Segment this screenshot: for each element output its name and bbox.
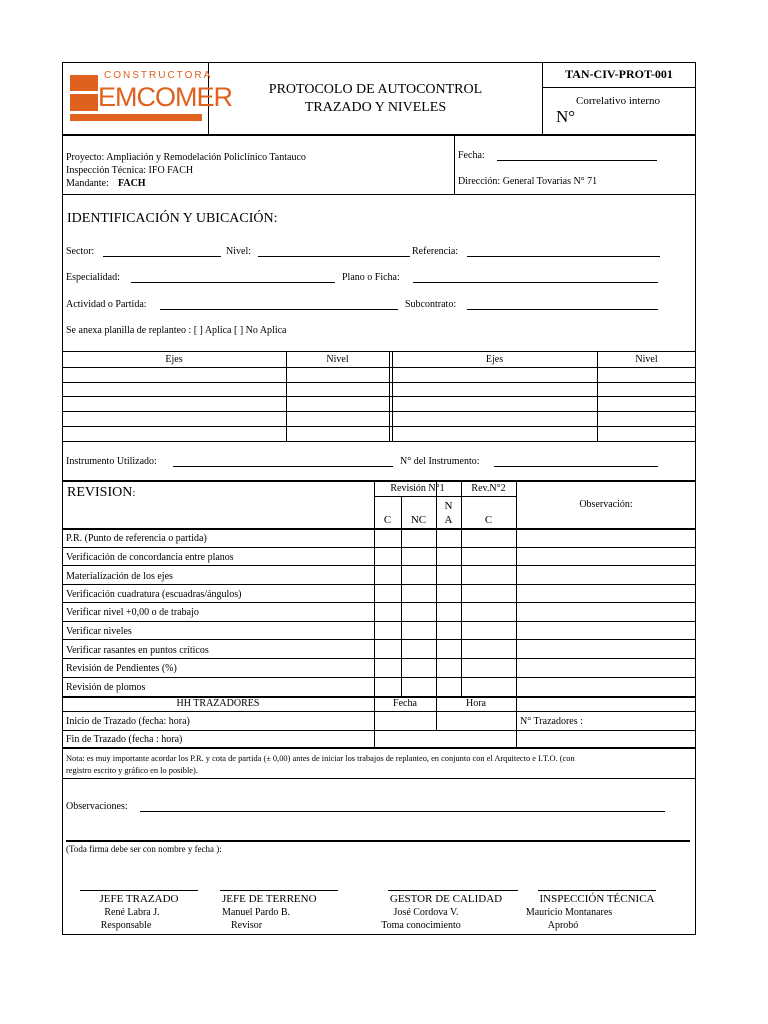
revision-row-line bbox=[62, 621, 696, 622]
signature-role: JEFE TRAZADO bbox=[99, 893, 179, 905]
instrumento-field[interactable] bbox=[173, 466, 393, 467]
signature-tag: Toma conocimiento bbox=[381, 920, 461, 931]
revision-row-line bbox=[62, 677, 696, 678]
logo-top-text: CONSTRUCTORA bbox=[104, 70, 213, 81]
actividad-label: Actividad o Partida: bbox=[66, 299, 147, 310]
subcontrato-field[interactable] bbox=[467, 309, 658, 310]
mandante-value: FACH bbox=[118, 178, 146, 189]
revision-row-line bbox=[62, 584, 696, 585]
company-logo bbox=[70, 70, 232, 124]
nota-bottom-rule bbox=[62, 778, 696, 779]
revision-item: Verificar niveles bbox=[66, 626, 132, 637]
signature-line[interactable] bbox=[80, 890, 198, 891]
ejes-table-center-line bbox=[389, 351, 390, 441]
sector-field[interactable] bbox=[103, 256, 221, 257]
ejes-table-row-line bbox=[62, 426, 696, 427]
observaciones-field[interactable] bbox=[140, 811, 665, 812]
rev2-header: Rev.N°2 bbox=[471, 483, 506, 494]
nivel-label: Nivel: bbox=[226, 246, 251, 257]
code-rule bbox=[542, 87, 696, 88]
nivel-header-left: Nivel bbox=[326, 354, 349, 365]
correlativo-label: Correlativo interno bbox=[576, 95, 661, 107]
signature-tag: Responsable bbox=[100, 920, 152, 931]
revision-title-colon: : bbox=[132, 487, 136, 499]
n-instrumento-label: N° del Instrumento: bbox=[400, 456, 480, 467]
revision-col-line bbox=[461, 480, 462, 697]
signature-name: José Cordova V. bbox=[393, 907, 459, 918]
observacion-header: Observación: bbox=[579, 499, 633, 510]
hh-hora-header: Hora bbox=[466, 698, 486, 709]
ejes-table-row-line bbox=[62, 367, 696, 368]
revision-item: Verificar nivel +0,00 o de trabajo bbox=[66, 607, 199, 618]
mandante-label: Mandante: bbox=[66, 178, 109, 189]
signature-tag: Revisor bbox=[231, 920, 263, 931]
signature-line[interactable] bbox=[220, 890, 338, 891]
signature-role: GESTOR DE CALIDAD bbox=[389, 893, 503, 905]
signature-role: INSPECCIÓN TÉCNICA bbox=[539, 893, 655, 905]
hh-fecha-header: Fecha bbox=[393, 698, 417, 709]
revision-title bbox=[67, 485, 135, 501]
sector-label: Sector: bbox=[66, 246, 95, 257]
signature-name: René Labra J. bbox=[104, 907, 160, 918]
ejes-header-right: Ejes bbox=[485, 354, 504, 365]
hh-trazadores-header: HH TRAZADORES bbox=[176, 698, 260, 709]
hh-row-line bbox=[62, 711, 696, 712]
ejes-table-row-line bbox=[62, 411, 696, 412]
fecha-field[interactable] bbox=[497, 160, 657, 161]
subcontrato-label: Subcontrato: bbox=[405, 299, 457, 310]
revision-row-line bbox=[62, 602, 696, 603]
col-c-header: C bbox=[383, 514, 392, 526]
revision-item: Materialización de los ejes bbox=[66, 571, 173, 582]
revision-row-line bbox=[62, 658, 696, 659]
fin-trazado-label: Fin de Trazado (fecha : hora) bbox=[66, 734, 183, 745]
document-title-line2: TRAZADO Y NIVELES bbox=[304, 100, 447, 115]
instrumento-label: Instrumento Utilizado: bbox=[66, 456, 157, 467]
actividad-field[interactable] bbox=[160, 309, 398, 310]
numero-label: N° bbox=[556, 107, 576, 126]
revision-row-line bbox=[62, 565, 696, 566]
revision-title-text: REVISION bbox=[67, 485, 133, 500]
revision-col-line bbox=[516, 480, 517, 747]
revision-item: Verificar rasantes en puntos críticos bbox=[66, 645, 209, 656]
logo-underline-bar bbox=[70, 114, 202, 121]
document-title-line1: PROTOCOLO DE AUTOCONTROL bbox=[268, 82, 483, 97]
revision-row-line bbox=[62, 639, 696, 640]
nota-line2: registro escrito y gráfico en lo posible). bbox=[66, 766, 198, 775]
revision-item: Revisión de Pendientes (%) bbox=[66, 663, 177, 674]
revision-col-line bbox=[401, 496, 402, 697]
identificacion-title: IDENTIFICACIÓN Y UBICACIÓN: bbox=[67, 211, 278, 226]
n-trazadores-label: N° Trazadores : bbox=[520, 716, 583, 727]
observaciones-label: Observaciones: bbox=[66, 801, 128, 812]
rev1-header: Revisión N°1 bbox=[390, 483, 445, 494]
referencia-label: Referencia: bbox=[412, 246, 459, 257]
revision-item: Revisión de plomos bbox=[66, 682, 146, 693]
logo-name-text: EMCOMER bbox=[98, 82, 232, 112]
revision-item: Verificación cuadratura (escuadras/ángulos) bbox=[66, 589, 242, 600]
header-bottom-rule bbox=[62, 134, 696, 136]
col-n-header: N bbox=[444, 500, 453, 512]
anexa-planilla-text: Se anexa planilla de replanteo : [ ] Aplica [ ] No Aplica bbox=[66, 325, 287, 336]
revision-header-bottom bbox=[62, 528, 696, 530]
plano-label: Plano o Ficha: bbox=[342, 272, 400, 283]
signature-role: JEFE DE TERRENO bbox=[222, 893, 317, 905]
revision-item: P.R. (Punto de referencia o partida) bbox=[66, 533, 207, 544]
ejes-table-bottom bbox=[62, 441, 696, 442]
revision-subheader-line bbox=[374, 496, 516, 497]
signature-line[interactable] bbox=[538, 890, 656, 891]
hh-row-bottom bbox=[62, 747, 696, 749]
project-bottom-rule bbox=[62, 194, 696, 195]
direccion-text: Dirección: General Tovarias N° 71 bbox=[458, 176, 598, 187]
document-code: TAN-CIV-PROT-001 bbox=[565, 67, 673, 81]
firma-note: (Toda firma debe ser con nombre y fecha ): bbox=[66, 844, 222, 854]
revision-top-rule bbox=[62, 480, 696, 482]
signature-name: Manuel Pardo B. bbox=[222, 907, 291, 918]
hh-row-line bbox=[62, 730, 696, 731]
signature-tag: Aprobó bbox=[547, 920, 579, 931]
ejes-header-left: Ejes bbox=[165, 354, 183, 365]
proyecto-text: Proyecto: Ampliación y Remodelación Policlínico Tantauco bbox=[66, 152, 306, 163]
plano-field[interactable] bbox=[413, 282, 658, 283]
nota-line1: Nota: es muy importante acordar los P.R. y cota de partida (± 0,00) antes de iniciar los trabajos de replanteo, en conjunto con el Arquitecto e I.T.O. (con bbox=[66, 754, 575, 763]
ejes-table-row-line bbox=[62, 382, 696, 383]
especialidad-field[interactable] bbox=[131, 282, 335, 283]
revision-item: Verificación de concordancia entre planos bbox=[66, 552, 234, 563]
ejes-table-row-line bbox=[62, 396, 696, 397]
inicio-trazado-label: Inicio de Trazado (fecha: hora) bbox=[66, 716, 190, 727]
nivel-field[interactable] bbox=[258, 256, 410, 257]
project-divider bbox=[454, 134, 455, 194]
inspeccion-text: Inspección Técnica: IFO FACH bbox=[66, 165, 194, 176]
revision-row-line bbox=[62, 547, 696, 548]
col-a-header: A bbox=[444, 514, 453, 526]
signature-name: Mauricio Montanares bbox=[525, 907, 613, 918]
referencia-field[interactable] bbox=[467, 256, 660, 257]
ejes-table-top bbox=[62, 351, 696, 352]
fecha-label: Fecha: bbox=[458, 150, 485, 161]
observaciones-rule bbox=[66, 840, 690, 842]
signature-line[interactable] bbox=[388, 890, 518, 891]
nivel-header-right: Nivel bbox=[635, 354, 658, 365]
col-c2-header: C bbox=[484, 514, 493, 526]
col-nc-header: NC bbox=[410, 514, 427, 526]
logo-block-stripe bbox=[70, 91, 98, 94]
n-instrumento-field[interactable] bbox=[494, 466, 658, 467]
especialidad-label: Especialidad: bbox=[66, 272, 120, 283]
